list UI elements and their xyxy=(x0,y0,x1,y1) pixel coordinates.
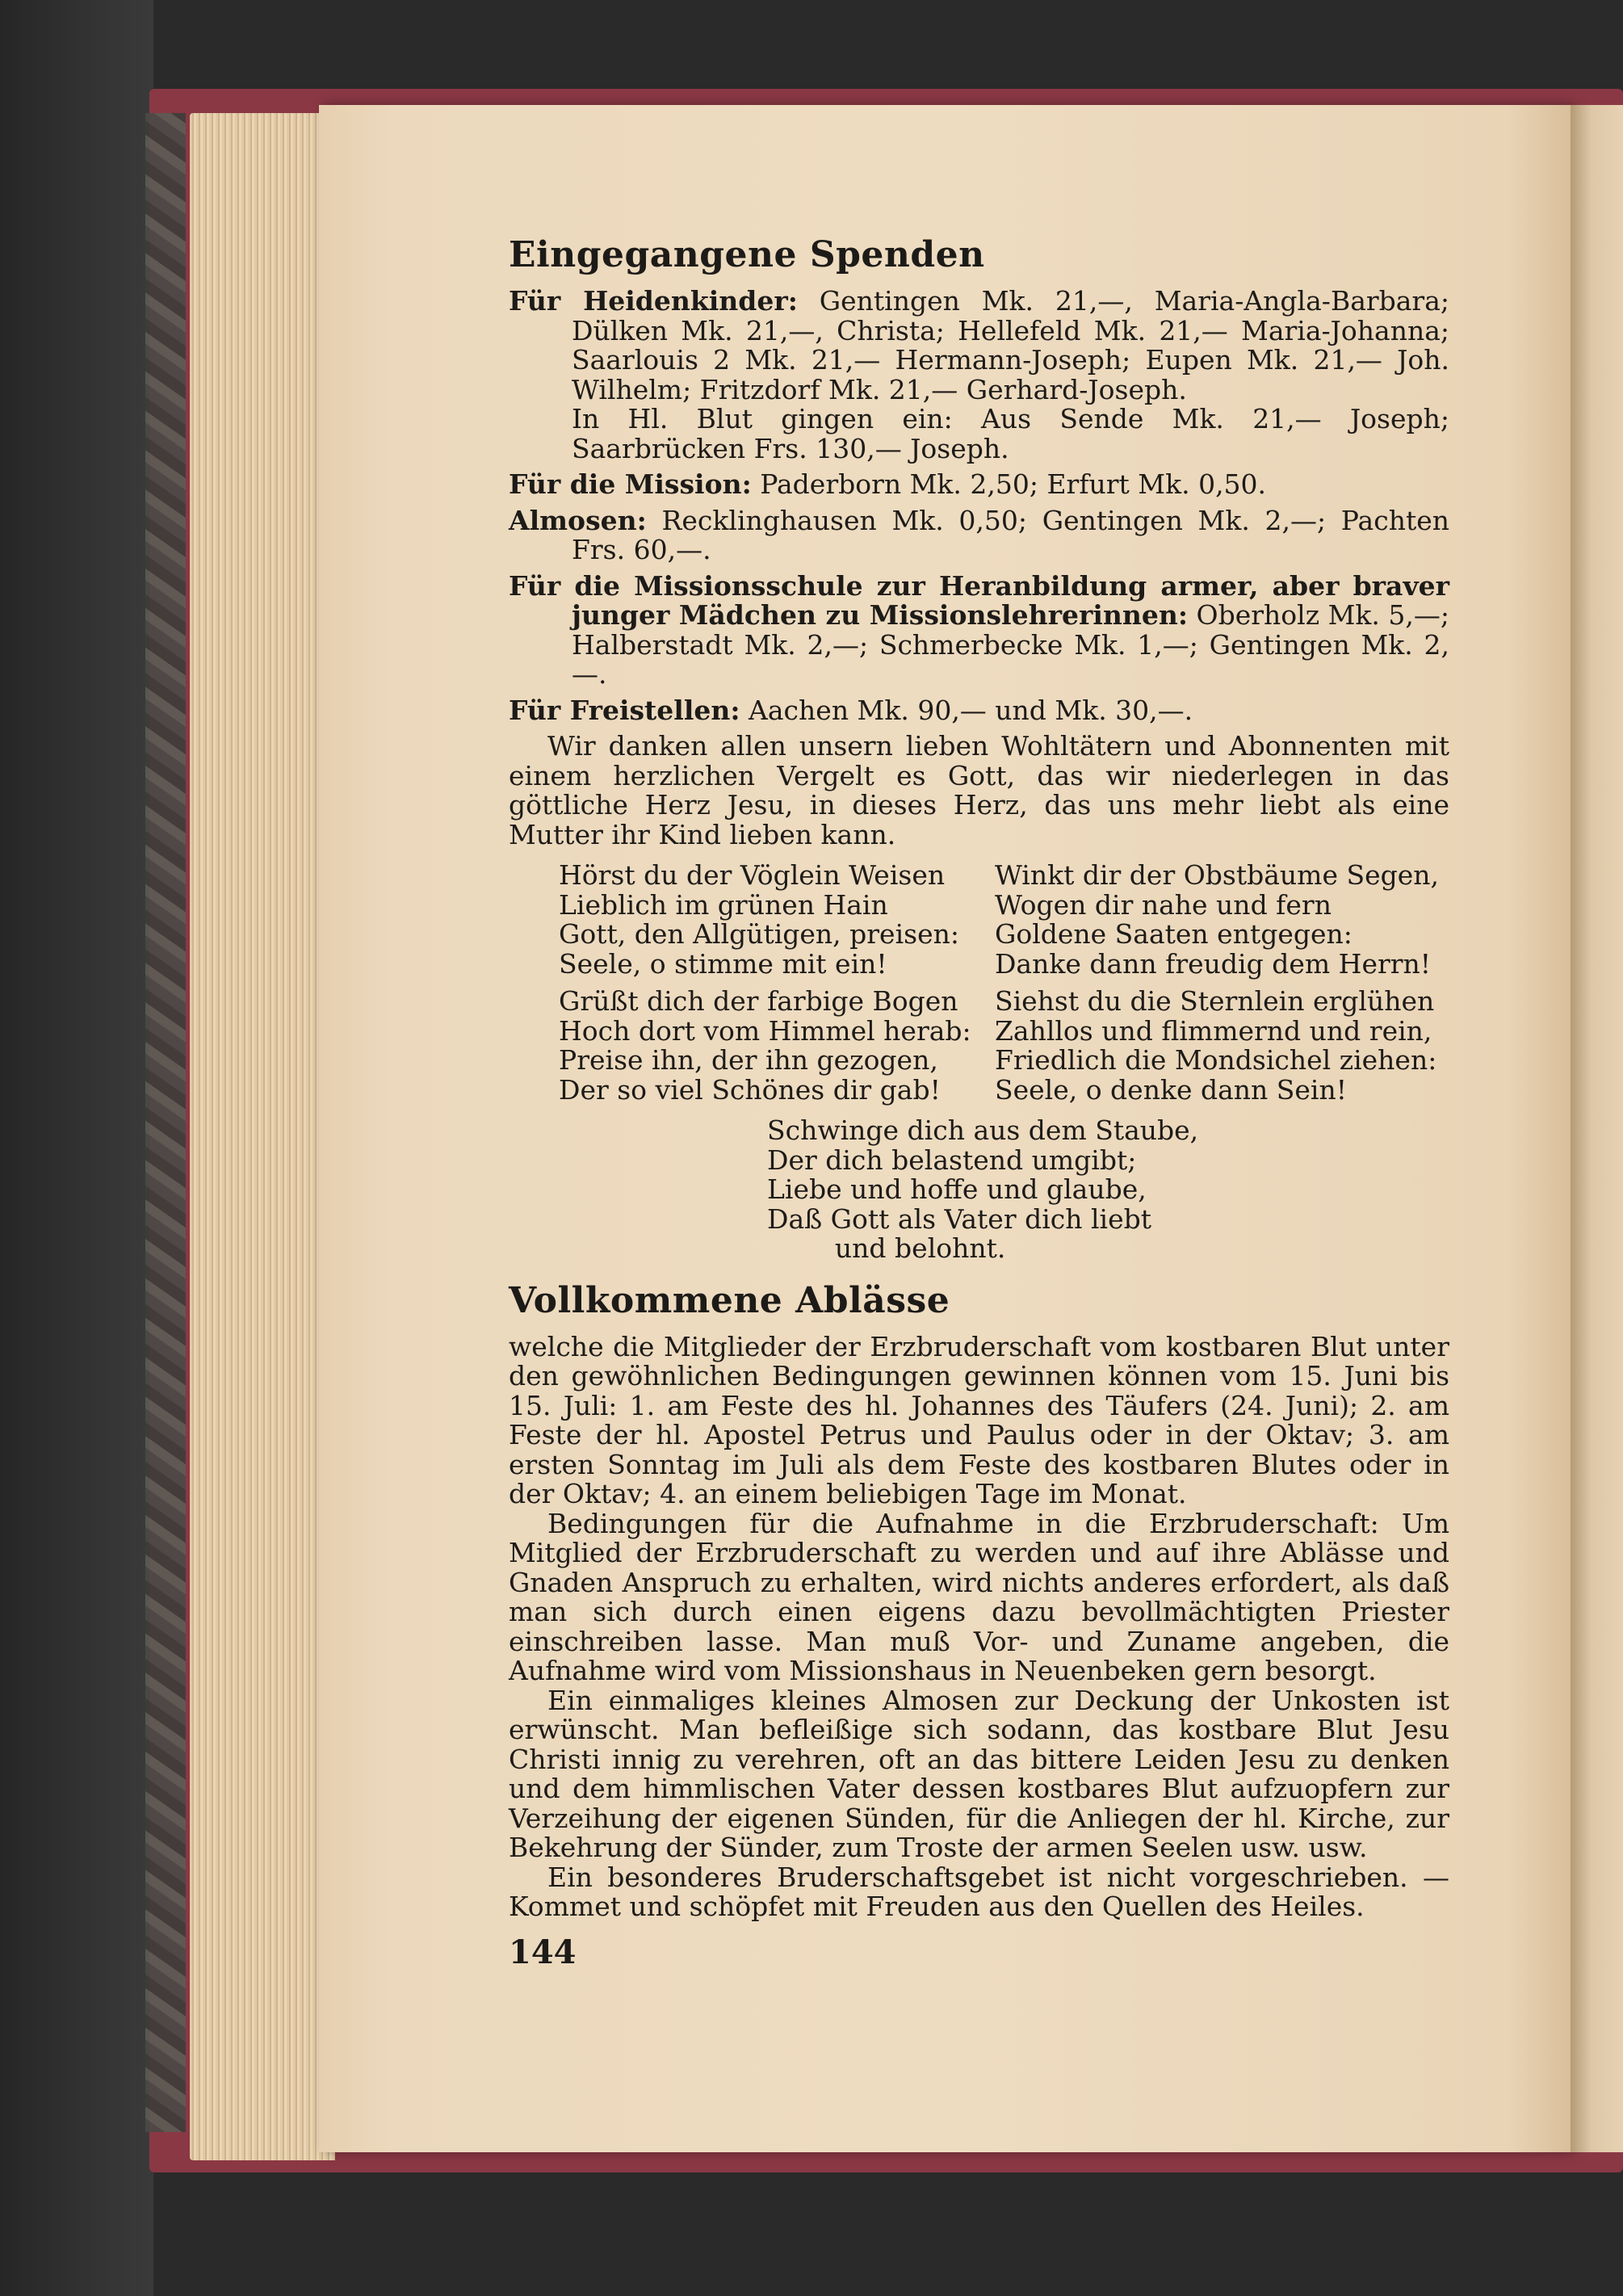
page-edges xyxy=(190,113,335,2160)
poem-stanza: Winkt dir der Obstbäume Segen, Wogen dir nahe und fern Goldene Saaten entgegen: Danke dann freudig dem Herrn! xyxy=(994,859,1439,980)
background-left xyxy=(0,0,153,2296)
donation-entry xyxy=(509,470,1449,500)
entry-label: Almosen: xyxy=(509,504,647,536)
entry-text: Oberholz Mk. 5,—; Halberstadt Mk. 2,—; Schmerbecke Mk. 1,—; Gentingen Mk. 2,—. xyxy=(572,599,1449,690)
entry-extra: In Hl. Blut gingen ein: Aus Sende Mk. 21,— Joseph; Saarbrücken Frs. 130,— Joseph. xyxy=(572,403,1449,464)
poem-column-left xyxy=(559,861,971,1113)
donation-entry xyxy=(509,287,1449,464)
body-paragraph: welche die Mitglieder der Erzbruderschaft vom kostbaren Blut unter den gewöhnlichen Bedingungen gewinnen können vom 15. Juni bis 15. Juli: 1. am Feste des hl. Johannes des Täufers (24. Juni); 2. am Feste der hl. Apostel Petrus und Paulus oder in der Oktav; 3. am ersten Sonntag im Juli als dem Feste des kostbaren Blutes oder in der Oktav; 4. an einem beliebigen Tage im Monat. xyxy=(509,1330,1449,1509)
thanks-paragraph: Wir danken allen unsern lieben Wohltätern und Abonnenten mit einem herzlichen Vergelt es Gott, das wir niederlegen in das göttliche Herz Jesu, in dieses Herz, das uns mehr liebt als eine Mutter ihr Kind lieben kann. xyxy=(509,730,1449,850)
entry-text: Paderborn Mk. 2,50; Erfurt Mk. 0,50. xyxy=(760,468,1267,500)
donation-entry xyxy=(509,569,1449,690)
body-paragraph: Ein einmaliges kleines Almosen zur Deckung der Unkosten ist erwünscht. Man befleißige sich sodann, das kostbare Blut Jesu Christi innig zu verehren, oft an das bittere Leiden Jesu zu denken und dem himmlischen Vater dessen kostbares Blut aufzuopfern zur Verzeihung der eigenen Sünden, für die Anliegen der hl. Kirche, zur Bekehrung der Sünder, zum Troste der armen Seelen usw. usw. xyxy=(509,1684,1449,1863)
body-paragraph: Bedingungen für die Aufnahme in die Erzbruderschaft: Um Mitglied der Erzbruderschaft zu werden und auf ihre Ablässe und Gnaden Anspruch zu erhalten, wird nichts anderes erfordert, als daß man sich durch einen eigens dazu bevollmächtigten Priester einschreiben lasse. Man muß Vor- und Zuname angeben, die Aufnahme wird vom Missionshaus in Neuenbeken gern besorgt. xyxy=(509,1507,1449,1686)
poem-column-right xyxy=(995,861,1439,1113)
entry-label: Für Freistellen: xyxy=(509,694,740,726)
page-content xyxy=(509,234,1449,1971)
entry-label: Für die Mission: xyxy=(509,468,752,500)
entry-text: Recklinghausen Mk. 0,50; Gentingen Mk. 2,—; Pachten Frs. 60,—. xyxy=(572,504,1449,565)
entry-label: Für Heidenkinder: xyxy=(509,285,798,317)
page-number: 144 xyxy=(509,1933,577,1971)
section-title-indulgences: Vollkommene Ablässe xyxy=(509,1279,950,1321)
poem-stanza: Siehst du die Sternlein erglühen Zahllos und flimmernd und rein, Friedlich die Mondsichel ziehen: Seele, o denke dann Sein! xyxy=(994,985,1437,1106)
poem-stanza: Hörst du der Vöglein Weisen Lieblich im grünen Hain Gott, den Allgütigen, preisen: Seele, o stimme mit ein! xyxy=(559,859,959,980)
section-title-donations: Eingegangene Spenden xyxy=(509,234,985,275)
entry-label: Für die Missionsschule zur Heranbildung armer, aber braver junger Mädchen zu Missionslehrerinnen: xyxy=(509,569,1449,631)
poem xyxy=(559,861,1439,1113)
body-paragraph: Ein besonderes Bruderschaftsgebet ist nicht vorgeschrieben. — Kommet und schöpfet mit Freuden aus den Quellen des Heiles. xyxy=(509,1861,1449,1922)
entry-text: Aachen Mk. 90,— und Mk. 30,—. xyxy=(749,694,1193,726)
donation-entry xyxy=(509,506,1449,565)
entry-text: Gentingen Mk. 21,—, Maria-Angla-Barbara; Dülken Mk. 21,—, Christa; Hellefeld Mk. 21,— Maria-Johanna; Saarlouis 2 Mk. 21,— Hermann-Joseph; Eupen Mk. 21,— Joh. Wilhelm; Fritzdorf Mk. 21,— Gerhard-Joseph. xyxy=(572,285,1450,405)
poem-stanza: Grüßt dich der farbige Bogen Hoch dort vom Himmel herab: Preise ihn, der ihn gezogen, Der so viel Schönes dir gab! xyxy=(559,985,971,1106)
next-page-edge xyxy=(1571,105,1623,2152)
donation-entry xyxy=(509,696,1449,726)
marbled-edge xyxy=(145,113,186,2132)
poem-final-stanza: Schwinge dich aus dem Staube, Der dich belastend umgibt; Liebe und hoffe und glaube, Daß Gott als Vater dich liebt und belohnt. xyxy=(767,1114,1199,1264)
